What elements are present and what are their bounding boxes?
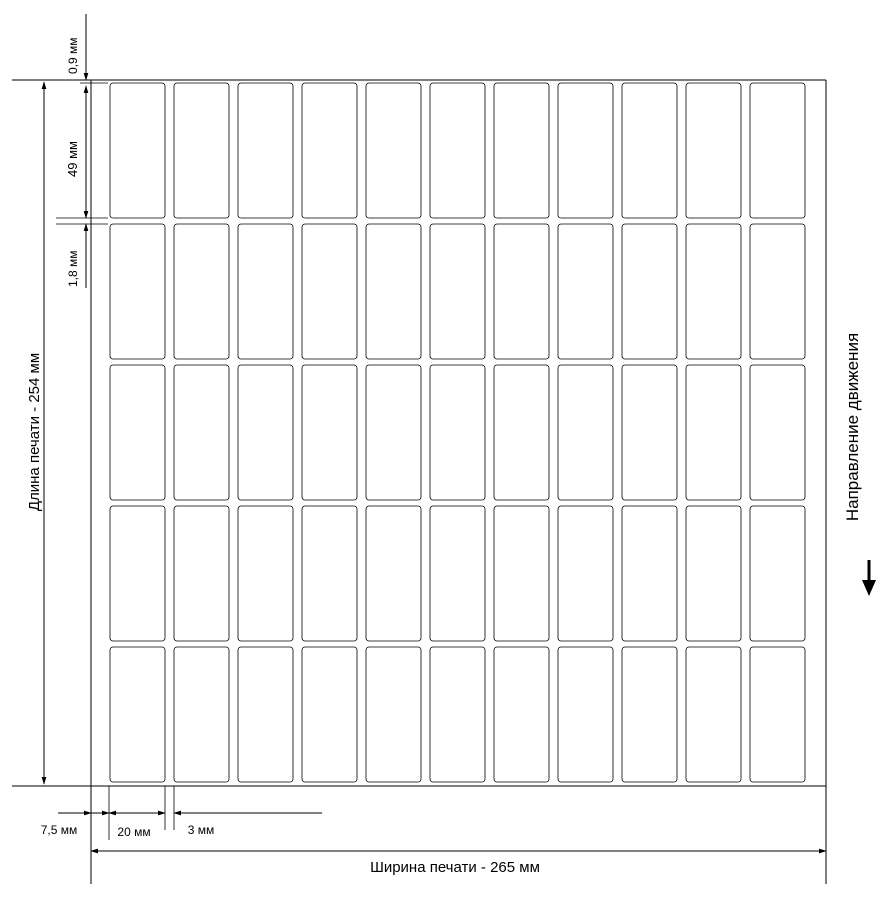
- label-cell: [686, 365, 741, 500]
- label-cell: [494, 506, 549, 641]
- label-cell: [302, 365, 357, 500]
- left-margin-label: 7,5 мм: [40, 823, 78, 837]
- label-cell: [366, 365, 421, 500]
- label-cell: [110, 365, 165, 500]
- label-cell: [366, 224, 421, 359]
- label-cell: [558, 365, 613, 500]
- label-cell: [558, 647, 613, 782]
- print-width-label: Ширина печати - 265 мм: [370, 859, 540, 876]
- label-cell: [494, 647, 549, 782]
- label-cell: [430, 224, 485, 359]
- direction-label: Направление движения: [843, 332, 862, 522]
- label-cell: [430, 506, 485, 641]
- label-cell: [622, 83, 677, 218]
- print-length-label: Длина печати - 254 мм: [26, 352, 43, 512]
- label-cell: [174, 647, 229, 782]
- label-cell: [622, 224, 677, 359]
- label-cell: [430, 365, 485, 500]
- label-cell: [750, 224, 805, 359]
- label-cell: [558, 83, 613, 218]
- label-cell: [558, 506, 613, 641]
- label-cell: [110, 83, 165, 218]
- label-cell: [686, 647, 741, 782]
- label-cell: [622, 506, 677, 641]
- label-cell: [302, 506, 357, 641]
- row-gap-label: 1,8 мм: [66, 250, 80, 287]
- label-cell: [494, 224, 549, 359]
- label-cell: [302, 647, 357, 782]
- label-width-label: 20 мм: [117, 825, 151, 839]
- label-cell: [494, 365, 549, 500]
- label-cell: [558, 224, 613, 359]
- label-cell: [686, 506, 741, 641]
- label-cell: [238, 83, 293, 218]
- label-cell: [622, 647, 677, 782]
- label-cell: [430, 83, 485, 218]
- label-cell: [238, 506, 293, 641]
- label-cell: [494, 83, 549, 218]
- label-grid: [110, 83, 805, 782]
- label-cell: [366, 647, 421, 782]
- arrow-down-icon: [862, 560, 876, 596]
- label-cell: [110, 506, 165, 641]
- label-cell: [686, 83, 741, 218]
- top-margin-label: 0,9 мм: [66, 37, 80, 74]
- label-cell: [238, 365, 293, 500]
- label-cell: [750, 365, 805, 500]
- label-cell: [750, 83, 805, 218]
- label-cell: [302, 224, 357, 359]
- label-cell: [750, 647, 805, 782]
- label-cell: [366, 506, 421, 641]
- label-cell: [430, 647, 485, 782]
- label-cell: [238, 224, 293, 359]
- label-height-label: 49 мм: [65, 141, 80, 177]
- label-cell: [366, 83, 421, 218]
- label-cell: [110, 647, 165, 782]
- label-cell: [302, 83, 357, 218]
- label-cell: [110, 224, 165, 359]
- label-cell: [622, 365, 677, 500]
- label-cell: [174, 506, 229, 641]
- label-cell: [238, 647, 293, 782]
- label-cell: [174, 365, 229, 500]
- label-cell: [750, 506, 805, 641]
- label-cell: [686, 224, 741, 359]
- label-cell: [174, 83, 229, 218]
- label-cell: [174, 224, 229, 359]
- col-gap-label: 3 мм: [187, 823, 215, 837]
